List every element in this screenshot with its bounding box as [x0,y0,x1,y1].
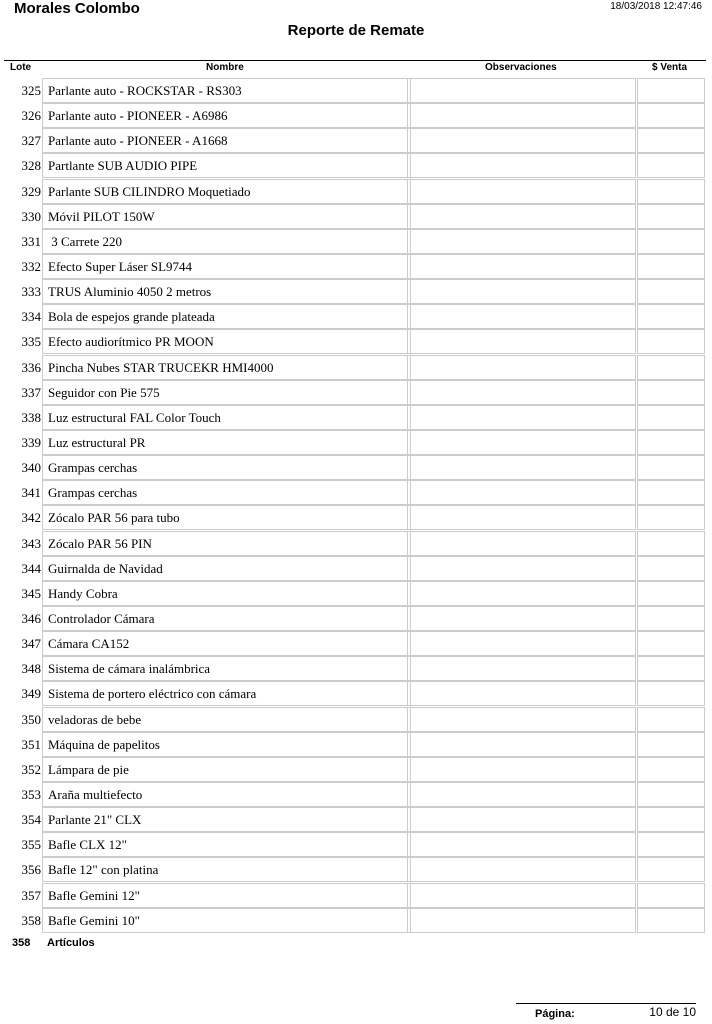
page-number: 10 de 10 [649,1005,696,1019]
lote-number: 326 [21,108,41,124]
item-name: Controlador Cámara [42,606,411,631]
item-name: 3 Carrete 220 [42,229,411,254]
table-row [6,455,704,480]
lote-number: 350 [21,711,41,727]
table-row [6,480,704,505]
venta-cell [637,480,705,505]
lote-number: 357 [21,887,41,903]
venta-cell [637,103,705,128]
observaciones-cell [407,480,636,505]
item-name: Zócalo PAR 56 para tubo [42,505,411,530]
table-row [6,355,704,380]
observaciones-cell [407,405,636,430]
table-row [6,128,704,153]
table-row [6,329,704,354]
item-name: Sistema de portero eléctrico con cámara [42,681,411,706]
item-name: Lámpara de pie [42,757,411,782]
table-row [6,380,704,405]
item-name: Pincha Nubes STAR TRUCEKR HMI4000 [42,355,411,380]
venta-cell [637,179,705,204]
report-datetime: 18/03/2018 12:47:46 [610,1,702,12]
lote-number: 332 [21,258,41,274]
company-name: Morales Colombo [14,0,140,17]
item-name: Parlante auto - PIONEER - A1668 [42,128,411,153]
item-name: Luz estructural PR [42,430,411,455]
lote-number: 337 [21,384,41,400]
observaciones-cell [407,78,636,103]
item-name: Bafle Gemini 12" [42,883,411,908]
observaciones-cell [407,581,636,606]
table-row [6,857,704,882]
table-row [6,229,704,254]
item-name: Efecto Super Láser SL9744 [42,254,411,279]
item-name: Bafle 12" con platina [42,857,411,882]
table-row [6,832,704,857]
column-header-lote: Lote [10,62,32,73]
lote-number: 342 [21,510,41,526]
venta-cell [637,832,705,857]
lote-number: 327 [21,133,41,149]
venta-cell [637,707,705,732]
observaciones-cell [407,908,636,933]
observaciones-cell [407,707,636,732]
item-name: TRUS Aluminio 4050 2 metros [42,279,411,304]
venta-cell [637,254,705,279]
venta-cell [637,153,705,178]
item-name: Partlante SUB AUDIO PIPE [42,153,411,178]
observaciones-cell [407,304,636,329]
venta-cell [637,405,705,430]
lote-number: 339 [21,434,41,450]
column-header-observaciones: Observaciones [485,62,557,73]
item-name: Guirnalda de Navidad [42,556,411,581]
venta-cell [637,279,705,304]
footer-divider [516,1003,696,1004]
venta-cell [637,355,705,380]
table-row [6,531,704,556]
observaciones-cell [407,355,636,380]
venta-cell [637,908,705,933]
item-name: Luz estructural FAL Color Touch [42,405,411,430]
observaciones-cell [407,732,636,757]
lote-number: 340 [21,460,41,476]
table-row [6,707,704,732]
lote-number: 343 [21,535,41,551]
venta-cell [637,204,705,229]
venta-cell [637,229,705,254]
venta-cell [637,380,705,405]
item-name: veladoras de bebe [42,707,411,732]
table-row [6,908,704,933]
venta-cell [637,581,705,606]
item-name: Máquina de papelitos [42,732,411,757]
column-headers [0,61,712,75]
table-row [6,556,704,581]
table-row [6,405,704,430]
lote-number: 333 [21,284,41,300]
lote-number: 341 [21,485,41,501]
table-row [6,656,704,681]
lote-number: 351 [21,736,41,752]
observaciones-cell [407,128,636,153]
venta-cell [637,782,705,807]
table-row [6,78,704,103]
column-header-venta: $ Venta [652,62,688,73]
lote-number: 334 [21,309,41,325]
table-row [6,304,704,329]
item-name: Bafle Gemini 10" [42,908,411,933]
item-name: Parlante auto - PIONEER - A6986 [42,103,411,128]
item-name: Seguidor con Pie 575 [42,380,411,405]
lote-number: 358 [21,912,41,928]
venta-cell [637,78,705,103]
item-name: Parlante SUB CILINDRO Moquetiado [42,179,411,204]
venta-cell [637,807,705,832]
venta-cell [637,531,705,556]
item-name: Cámara CA152 [42,631,411,656]
observaciones-cell [407,430,636,455]
observaciones-cell [407,883,636,908]
observaciones-cell [407,832,636,857]
total-label: Artículos [47,937,95,949]
observaciones-cell [407,380,636,405]
observaciones-cell [407,279,636,304]
table-row [6,732,704,757]
table-row [6,883,704,908]
item-name: Sistema de cámara inalámbrica [42,656,411,681]
observaciones-cell [407,531,636,556]
observaciones-cell [407,857,636,882]
item-name: Handy Cobra [42,581,411,606]
lote-number: 335 [21,334,41,350]
venta-cell [637,757,705,782]
venta-cell [637,430,705,455]
lote-number: 354 [21,812,41,828]
venta-cell [637,329,705,354]
report-title: Reporte de Remate [287,22,425,39]
lote-number: 352 [21,761,41,777]
items-table [6,78,704,933]
lote-number: 347 [21,636,41,652]
table-row [6,430,704,455]
observaciones-cell [407,179,636,204]
venta-cell [637,656,705,681]
lote-number: 349 [21,686,41,702]
observaciones-cell [407,329,636,354]
table-row [6,631,704,656]
lote-number: 338 [21,409,41,425]
observaciones-cell [407,807,636,832]
observaciones-cell [407,606,636,631]
observaciones-cell [407,229,636,254]
lote-number: 336 [21,359,41,375]
table-row [6,153,704,178]
lote-number: 331 [21,233,41,249]
item-name: Zócalo PAR 56 PIN [42,531,411,556]
column-header-nombre: Nombre [206,62,244,73]
item-name: Parlante 21" CLX [42,807,411,832]
item-name: Araña multiefecto [42,782,411,807]
venta-cell [637,606,705,631]
venta-cell [637,857,705,882]
item-name: Bola de espejos grande plateada [42,304,411,329]
observaciones-cell [407,505,636,530]
venta-cell [637,732,705,757]
item-name: Móvil PILOT 150W [42,204,411,229]
item-name: Grampas cerchas [42,455,411,480]
item-name: Parlante auto - ROCKSTAR - RS303 [42,78,411,103]
table-row [6,606,704,631]
observaciones-cell [407,681,636,706]
venta-cell [637,556,705,581]
table-row [6,204,704,229]
table-row [6,581,704,606]
table-row [6,254,704,279]
observaciones-cell [407,254,636,279]
observaciones-cell [407,103,636,128]
venta-cell [637,883,705,908]
page-label: Página: [535,1008,575,1020]
observaciones-cell [407,757,636,782]
lote-number: 328 [21,158,41,174]
lote-number: 344 [21,560,41,576]
table-row [6,681,704,706]
observaciones-cell [407,782,636,807]
lote-number: 345 [21,585,41,601]
venta-cell [637,304,705,329]
table-row [6,103,704,128]
table-row [6,782,704,807]
lote-number: 325 [21,83,41,98]
observaciones-cell [407,656,636,681]
venta-cell [637,631,705,656]
lote-number: 353 [21,786,41,802]
observaciones-cell [407,455,636,480]
item-name: Efecto audiorítmico PR MOON [42,329,411,354]
lote-number: 348 [21,661,41,677]
lote-number: 329 [21,183,41,199]
lote-number: 346 [21,610,41,626]
observaciones-cell [407,631,636,656]
venta-cell [637,128,705,153]
item-name: Bafle CLX 12" [42,832,411,857]
table-row [6,757,704,782]
venta-cell [637,681,705,706]
venta-cell [637,505,705,530]
item-name: Grampas cerchas [42,480,411,505]
lote-number: 355 [21,837,41,853]
lote-number: 330 [21,208,41,224]
observaciones-cell [407,204,636,229]
table-row [6,179,704,204]
total-count: 358 [12,937,31,949]
table-row [6,807,704,832]
venta-cell [637,455,705,480]
observaciones-cell [407,556,636,581]
lote-number: 356 [21,862,41,878]
observaciones-cell [407,153,636,178]
table-row [6,279,704,304]
table-row [6,505,704,530]
